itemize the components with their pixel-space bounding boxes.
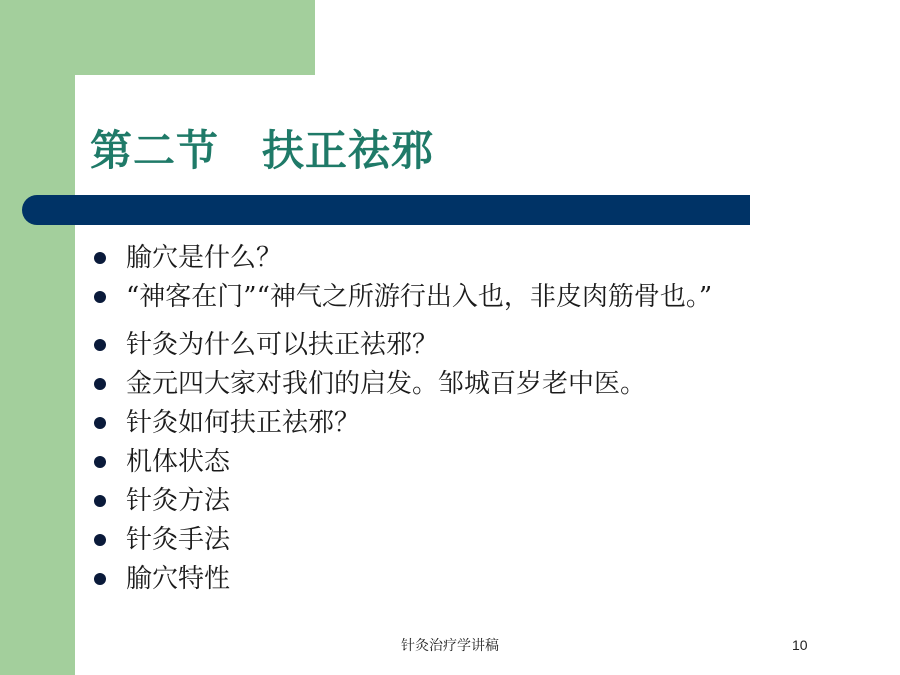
bullet-item (90, 405, 810, 441)
bullet-text: 腧穴是什么？ (126, 243, 283, 273)
bullet-text: 针灸手法 (126, 525, 231, 555)
bullet-dot-icon (94, 495, 106, 507)
bullet-dot-icon (94, 456, 106, 468)
bullet-item (90, 327, 810, 363)
bullet-item (90, 279, 810, 315)
bullet-dot-icon (94, 573, 106, 585)
bullet-text: 腧穴特性 (126, 564, 231, 594)
bullet-item (90, 240, 810, 276)
bullet-text: 金元四大家对我们的启发。邹城百岁老中医。 (126, 369, 647, 399)
bullet-dot-icon (94, 291, 106, 303)
bullet-item (90, 561, 810, 597)
bullet-item (90, 483, 810, 519)
bullet-list (90, 240, 810, 600)
bullet-dot-icon (94, 534, 106, 546)
bullet-text: 针灸如何扶正祛邪？ (126, 408, 361, 438)
bullet-text: “神客在门”“神气之所游行出入也，非皮肉筋骨也。” (126, 282, 713, 312)
slide-title: 第二节 扶正祛邪 (90, 126, 435, 175)
bullet-text: 机体状态 (126, 447, 231, 477)
bullet-text: 针灸为什么可以扶正祛邪？ (126, 330, 439, 360)
bullet-item (90, 444, 810, 480)
bullet-item (90, 366, 810, 402)
bullet-text: 针灸方法 (126, 486, 231, 516)
bullet-dot-icon (94, 417, 106, 429)
top-green-band (0, 0, 315, 75)
bullet-dot-icon (94, 339, 106, 351)
bullet-dot-icon (94, 378, 106, 390)
title-underline-bar (22, 195, 750, 225)
bullet-dot-icon (94, 252, 106, 264)
bullet-item (90, 522, 810, 558)
left-green-band (0, 0, 75, 675)
page-number: 10 (792, 637, 808, 653)
footer-text: 针灸治疗学讲稿 (401, 638, 499, 654)
